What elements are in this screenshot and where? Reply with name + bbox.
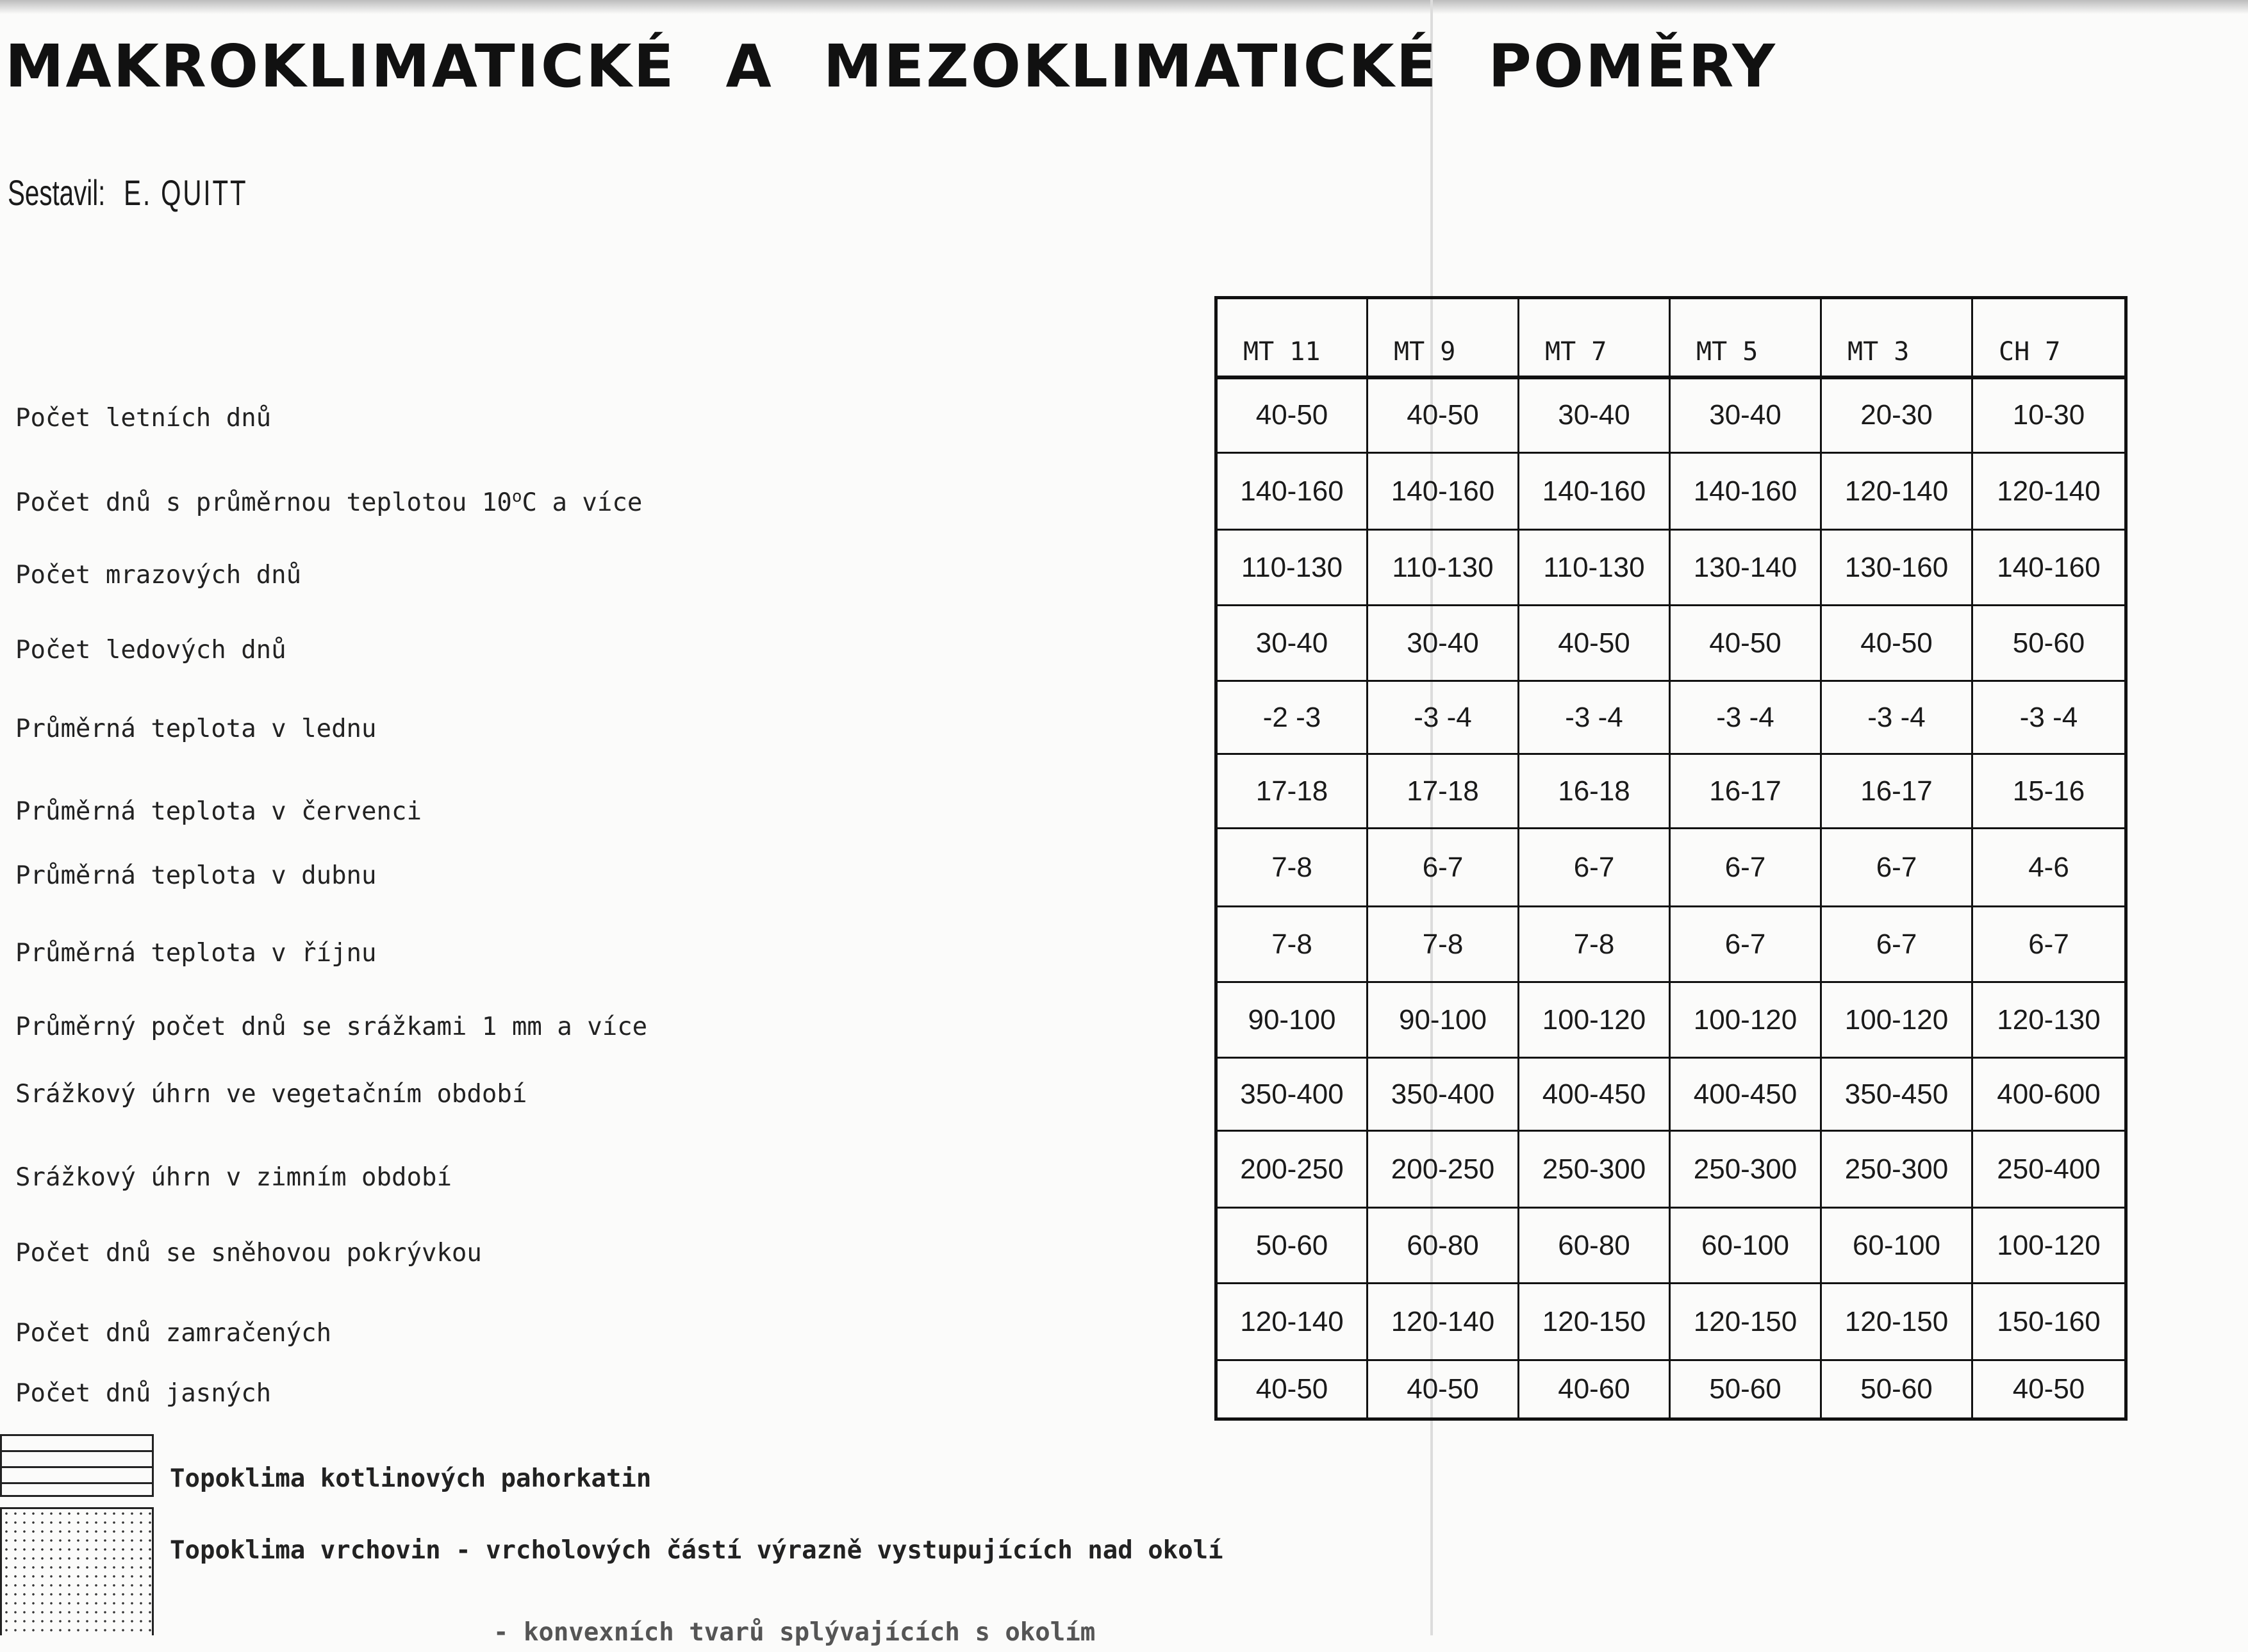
table-cell: 50-60 <box>1670 1360 1821 1419</box>
table-cell: 100-120 <box>1821 982 1972 1058</box>
legend-text: Topoklima kotlinových pahorkatin <box>170 1464 652 1493</box>
climate-table <box>1214 296 2128 1421</box>
author-name: E. QUITT <box>124 172 248 213</box>
table-cell: 140-160 <box>1368 453 1519 530</box>
table-cell: 40-50 <box>1368 377 1519 453</box>
table-cell: 120-150 <box>1670 1284 1821 1360</box>
column-header: MT 5 <box>1670 298 1821 377</box>
table-cell: 120-140 <box>1821 453 1972 530</box>
column-header: MT 7 <box>1519 298 1670 377</box>
row-label: Počet dnů se sněhovou pokrývkou <box>15 1239 482 1268</box>
table-cell: 16-18 <box>1519 754 1670 829</box>
table-cell: 50-60 <box>1821 1360 1972 1419</box>
table-cell: 200-250 <box>1368 1131 1519 1208</box>
table-cell: 6-7 <box>1519 829 1670 907</box>
table-row <box>1216 606 2126 681</box>
table-cell: 120-140 <box>1216 1284 1368 1360</box>
author-label: Sestavil: <box>8 172 106 213</box>
table-cell: 16-17 <box>1670 754 1821 829</box>
row-label: Průměrná teplota v lednu <box>15 714 377 743</box>
table-cell: 40-50 <box>1972 1360 2126 1419</box>
table-row <box>1216 1208 2126 1284</box>
table-row <box>1216 1284 2126 1360</box>
table-cell: -3 -4 <box>1670 681 1821 754</box>
table-cell: 110-130 <box>1368 530 1519 606</box>
row-label: Počet dnů s průměrnou teplotou 10$^o$C a více <box>15 487 643 517</box>
table-row <box>1216 453 2126 530</box>
table-cell: 350-400 <box>1368 1058 1519 1131</box>
table-cell: 100-120 <box>1670 982 1821 1058</box>
table-cell: 120-140 <box>1972 453 2126 530</box>
table-cell: 16-17 <box>1821 754 1972 829</box>
table-cell: 350-450 <box>1821 1058 1972 1131</box>
table-cell: 17-18 <box>1216 754 1368 829</box>
row-label: Srážkový úhrn ve vegetačním období <box>15 1080 527 1109</box>
table-cell: 100-120 <box>1972 1208 2126 1284</box>
table-cell: 6-7 <box>1670 907 1821 982</box>
table-cell: 17-18 <box>1368 754 1519 829</box>
table-cell: 30-40 <box>1216 606 1368 681</box>
table-cell: 140-160 <box>1670 453 1821 530</box>
row-label: Průměrná teplota v červenci <box>15 797 422 826</box>
table-row <box>1216 754 2126 829</box>
table-row <box>1216 907 2126 982</box>
table-cell: 30-40 <box>1519 377 1670 453</box>
table-row <box>1216 530 2126 606</box>
row-label: Průměrná teplota v říjnu <box>15 939 377 968</box>
row-label: Počet letních dnů <box>15 404 272 433</box>
table-cell: 130-140 <box>1670 530 1821 606</box>
table-cell: 120-150 <box>1519 1284 1670 1360</box>
row-label: Počet dnů zamračených <box>15 1319 332 1348</box>
table-cell: 200-250 <box>1216 1131 1368 1208</box>
row-label: Počet ledových dnů <box>15 636 286 665</box>
table-cell: 30-40 <box>1670 377 1821 453</box>
table-cell: 400-600 <box>1972 1058 2126 1131</box>
row-label: Průměrná teplota v dubnu <box>15 861 377 890</box>
scan-top-edge <box>0 0 2248 14</box>
table-row <box>1216 1360 2126 1419</box>
table-cell: 90-100 <box>1368 982 1519 1058</box>
table-cell: 250-300 <box>1670 1131 1821 1208</box>
table-cell: 350-400 <box>1216 1058 1368 1131</box>
table-cell: 120-130 <box>1972 982 2126 1058</box>
table-cell: 40-50 <box>1670 606 1821 681</box>
table-cell: 40-50 <box>1821 606 1972 681</box>
legend-text: Topoklima vrchovin - vrcholových částí výrazně vystupujících nad okolí <box>170 1536 1223 1565</box>
table-cell: 60-80 <box>1368 1208 1519 1284</box>
table-cell: -3 -4 <box>1972 681 2126 754</box>
table-cell: -3 -4 <box>1519 681 1670 754</box>
table-cell: 250-300 <box>1821 1131 1972 1208</box>
table-row <box>1216 681 2126 754</box>
table-row <box>1216 1131 2126 1208</box>
row-label: Počet dnů jasných <box>15 1379 272 1408</box>
table-cell: 6-7 <box>1368 829 1519 907</box>
table-cell: 40-60 <box>1519 1360 1670 1419</box>
table-cell: 40-50 <box>1368 1360 1519 1419</box>
table-cell: 100-120 <box>1519 982 1670 1058</box>
table-cell: 15-16 <box>1972 754 2126 829</box>
table-row <box>1216 829 2126 907</box>
table-cell: 60-100 <box>1821 1208 1972 1284</box>
table-row <box>1216 982 2126 1058</box>
table-cell: 7-8 <box>1216 907 1368 982</box>
table-cell: 400-450 <box>1670 1058 1821 1131</box>
table-cell: 150-160 <box>1972 1284 2126 1360</box>
table-cell: 250-300 <box>1519 1131 1670 1208</box>
page-title: MAKROKLIMATICKÉ A MEZOKLIMATICKÉ POMĚRY <box>5 32 1777 101</box>
table-cell: -2 -3 <box>1216 681 1368 754</box>
table-cell: 120-140 <box>1368 1284 1519 1360</box>
table-cell: 60-80 <box>1519 1208 1670 1284</box>
table-cell: 140-160 <box>1519 453 1670 530</box>
table-cell: 140-160 <box>1216 453 1368 530</box>
column-header: MT 9 <box>1368 298 1519 377</box>
column-header: MT 3 <box>1821 298 1972 377</box>
row-label: Počet mrazových dnů <box>15 561 302 590</box>
table-cell: 40-50 <box>1216 1360 1368 1419</box>
table-cell: 40-50 <box>1519 606 1670 681</box>
table-cell: 20-30 <box>1821 377 1972 453</box>
table-cell: 7-8 <box>1216 829 1368 907</box>
column-header: MT 11 <box>1216 298 1368 377</box>
table-row <box>1216 377 2126 453</box>
table-cell: 40-50 <box>1216 377 1368 453</box>
table-cell: 400-450 <box>1519 1058 1670 1131</box>
table-cell: 50-60 <box>1216 1208 1368 1284</box>
table-cell: 6-7 <box>1821 907 1972 982</box>
table-cell: 10-30 <box>1972 377 2126 453</box>
table-cell: 140-160 <box>1972 530 2126 606</box>
table-cell: 120-150 <box>1821 1284 1972 1360</box>
column-header: CH 7 <box>1972 298 2126 377</box>
table-cell: 6-7 <box>1821 829 1972 907</box>
row-label: Průměrný počet dnů se srážkami 1 mm a více <box>15 1012 648 1041</box>
table-row <box>1216 1058 2126 1131</box>
table-cell: -3 -4 <box>1821 681 1972 754</box>
table-cell: 4-6 <box>1972 829 2126 907</box>
table-cell: 6-7 <box>1972 907 2126 982</box>
table-cell: 7-8 <box>1368 907 1519 982</box>
table-cell: 130-160 <box>1821 530 1972 606</box>
table-cell: 6-7 <box>1670 829 1821 907</box>
table-cell: 90-100 <box>1216 982 1368 1058</box>
row-label: Srážkový úhrn v zimním období <box>15 1163 452 1192</box>
table-cell: 50-60 <box>1972 606 2126 681</box>
legend-swatch-lines <box>0 1434 154 1497</box>
table-cell: 60-100 <box>1670 1208 1821 1284</box>
table-cell: 110-130 <box>1519 530 1670 606</box>
table-cell: -3 -4 <box>1368 681 1519 754</box>
legend-text: - konvexních tvarů splývajících s okolím <box>493 1618 1096 1647</box>
table-cell: 7-8 <box>1519 907 1670 982</box>
table-cell: 110-130 <box>1216 530 1368 606</box>
author-line <box>8 172 247 213</box>
table-cell: 250-400 <box>1972 1131 2126 1208</box>
table-header-row <box>1216 298 2126 377</box>
legend-swatch-dots <box>0 1507 154 1635</box>
table-cell: 30-40 <box>1368 606 1519 681</box>
